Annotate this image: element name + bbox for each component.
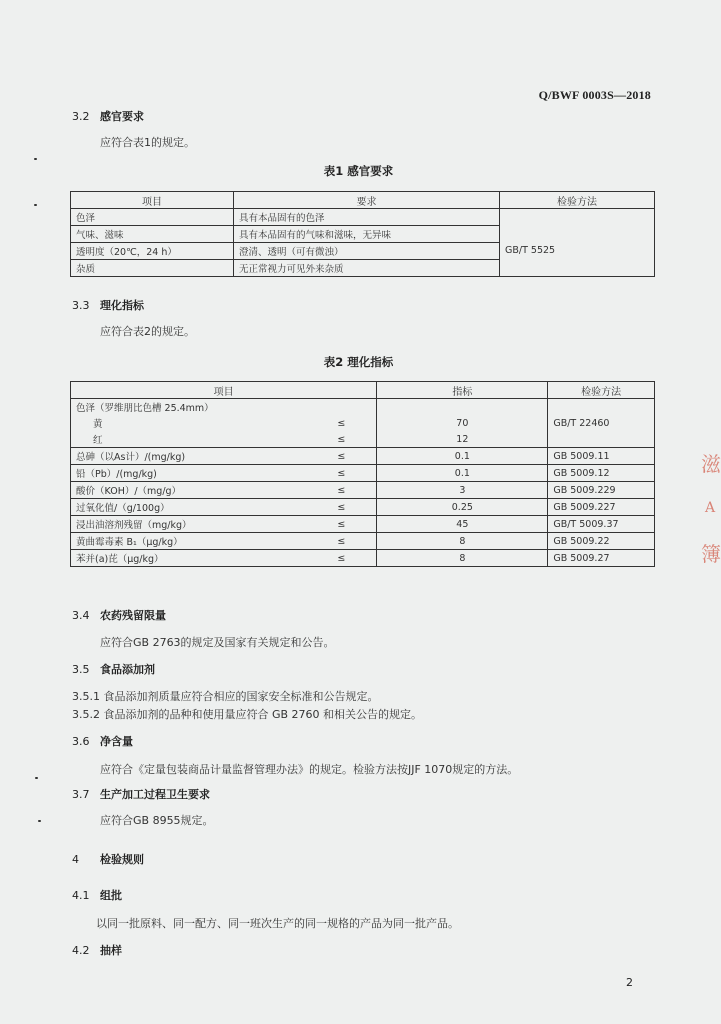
row-item: 黄 xyxy=(71,415,307,431)
section-number: 3.3 xyxy=(72,299,90,312)
le-symbol: ≤ xyxy=(306,516,377,533)
le-symbol: ≤ xyxy=(306,431,377,448)
stamp-fragment: A xyxy=(705,500,716,516)
row-value: 70 xyxy=(377,415,548,431)
table-row xyxy=(71,516,655,533)
color-method: GB/T 22460 xyxy=(548,399,655,448)
section-title: 理化指标 xyxy=(100,299,144,312)
row-value: 3 xyxy=(377,482,548,499)
section-title: 生产加工过程卫生要求 xyxy=(100,788,210,801)
row-method: GB 5009.229 xyxy=(548,482,655,499)
row-requirement: 澄清、透明（可有微浊） xyxy=(234,243,500,260)
table-header-row xyxy=(71,382,655,399)
row-value: 0.25 xyxy=(377,499,548,516)
row-value: 12 xyxy=(377,431,548,448)
row-method: GB 5009.227 xyxy=(548,499,655,516)
scan-mark xyxy=(34,204,37,206)
section-3-5-2-text: 3.5.2 食品添加剂的品种和使用量应符合 GB 2760 和相关公告的规定。 xyxy=(72,708,423,721)
header-method: 检验方法 xyxy=(548,382,655,399)
table-header-row xyxy=(71,192,655,209)
section-4-1-heading xyxy=(72,887,122,903)
standard-number: Q/BWF 0003S—2018 xyxy=(538,88,651,102)
scan-mark xyxy=(35,777,38,779)
section-3-7-heading xyxy=(72,786,210,802)
section-3-3-heading xyxy=(72,297,144,313)
table-row xyxy=(71,482,655,499)
section-title: 农药残留限量 xyxy=(100,609,166,622)
section-number: 3.5 xyxy=(72,663,90,676)
table-row xyxy=(71,226,655,243)
le-symbol: ≤ xyxy=(306,499,377,516)
row-item: 酸价（KOH）/（mg/g） xyxy=(71,482,307,499)
scan-mark xyxy=(34,158,37,160)
le-symbol: ≤ xyxy=(306,550,377,567)
page-number: 2 xyxy=(626,976,633,989)
table-row xyxy=(71,448,655,465)
section-3-2-text: 应符合表1的规定。 xyxy=(100,136,195,149)
color-label: 色泽（罗维朋比色槽 25.4mm） xyxy=(71,399,377,416)
row-value: 8 xyxy=(377,533,548,550)
table-row xyxy=(71,209,655,226)
row-value: 8 xyxy=(377,550,548,567)
empty-cell xyxy=(500,209,655,226)
row-item: 过氧化值/（g/100g） xyxy=(71,499,307,516)
le-symbol: ≤ xyxy=(306,465,377,482)
section-title: 感官要求 xyxy=(100,110,144,123)
section-3-5-heading xyxy=(72,661,155,677)
row-item: 杂质 xyxy=(71,260,234,277)
row-value: 0.1 xyxy=(377,465,548,482)
section-number: 4 xyxy=(72,853,79,866)
le-symbol: ≤ xyxy=(306,448,377,465)
empty-cell xyxy=(377,399,548,416)
le-symbol: ≤ xyxy=(306,415,377,431)
row-item: 浸出油溶剂残留（mg/kg） xyxy=(71,516,307,533)
header-requirement: 要求 xyxy=(234,192,500,209)
row-item: 铅（Pb）/(mg/kg) xyxy=(71,465,307,482)
row-item: 气味、滋味 xyxy=(71,226,234,243)
header-item: 项目 xyxy=(71,192,234,209)
section-title: 食品添加剂 xyxy=(100,663,155,676)
section-4-heading xyxy=(72,851,144,867)
section-4-1-text: 以同一批原料、同一配方、同一班次生产的同一规格的产品为同一批产品。 xyxy=(96,917,459,930)
header-method: 检验方法 xyxy=(500,192,655,209)
row-item: 黄曲霉毒素 B₁（μg/kg） xyxy=(71,533,307,550)
row-requirement: 无正常视力可见外来杂质 xyxy=(234,260,500,277)
method-cell: GB/T 5525 xyxy=(500,226,655,277)
row-method: GB 5009.27 xyxy=(548,550,655,567)
section-3-3-text: 应符合表2的规定。 xyxy=(100,325,195,338)
section-3-6-heading xyxy=(72,733,133,749)
row-item: 苯并(a)芘（μg/kg） xyxy=(71,550,307,567)
row-method: GB 5009.12 xyxy=(548,465,655,482)
section-title: 净含量 xyxy=(100,735,133,748)
table-row xyxy=(71,550,655,567)
section-title: 检验规则 xyxy=(100,853,144,866)
section-number: 3.2 xyxy=(72,110,90,123)
row-item: 红 xyxy=(71,431,307,448)
le-symbol: ≤ xyxy=(306,482,377,499)
section-number: 3.6 xyxy=(72,735,90,748)
section-title: 抽样 xyxy=(100,944,122,957)
row-item: 色泽 xyxy=(71,209,234,226)
section-number: 4.2 xyxy=(72,944,90,957)
table-row xyxy=(71,499,655,516)
row-item: 总砷（以As计）/(mg/kg) xyxy=(71,448,307,465)
section-number: 4.1 xyxy=(72,889,90,902)
table1-caption: 表1 感官要求 xyxy=(323,164,394,178)
stamp-fragment: 滋 xyxy=(701,452,721,476)
section-number: 3.7 xyxy=(72,788,90,801)
row-value: 0.1 xyxy=(377,448,548,465)
section-3-2-heading xyxy=(72,108,144,124)
row-method: GB/T 5009.37 xyxy=(548,516,655,533)
row-requirement: 具有本品固有的色泽 xyxy=(234,209,500,226)
section-number: 3.4 xyxy=(72,609,90,622)
scan-mark xyxy=(38,820,41,822)
section-3-5-1-text: 3.5.1 食品添加剂质量应符合相应的国家安全标准和公告规定。 xyxy=(72,690,379,703)
section-3-6-text: 应符合《定量包装商品计量监督管理办法》的规定。检验方法按JJF 1070规定的方法。 xyxy=(100,763,519,776)
table-row xyxy=(71,399,655,416)
table-row xyxy=(71,533,655,550)
section-title: 组批 xyxy=(100,889,122,902)
section-4-2-heading xyxy=(72,942,122,958)
table2-caption: 表2 理化指标 xyxy=(323,355,394,369)
le-symbol: ≤ xyxy=(306,533,377,550)
row-item: 透明度（20℃，24 h） xyxy=(71,243,234,260)
section-3-4-text: 应符合GB 2763的规定及国家有关规定和公告。 xyxy=(100,636,335,649)
row-method: GB 5009.22 xyxy=(548,533,655,550)
header-value: 指标 xyxy=(377,382,548,399)
sensory-requirements-table xyxy=(70,191,655,277)
table-row xyxy=(71,465,655,482)
physicochemical-table xyxy=(70,381,655,567)
row-value: 45 xyxy=(377,516,548,533)
row-method: GB 5009.11 xyxy=(548,448,655,465)
stamp-fragment: 簿 xyxy=(701,542,721,566)
section-3-4-heading xyxy=(72,607,166,623)
header-item: 项目 xyxy=(71,382,377,399)
row-requirement: 具有本品固有的气味和滋味，无异味 xyxy=(234,226,500,243)
section-3-7-text: 应符合GB 8955规定。 xyxy=(100,814,214,827)
